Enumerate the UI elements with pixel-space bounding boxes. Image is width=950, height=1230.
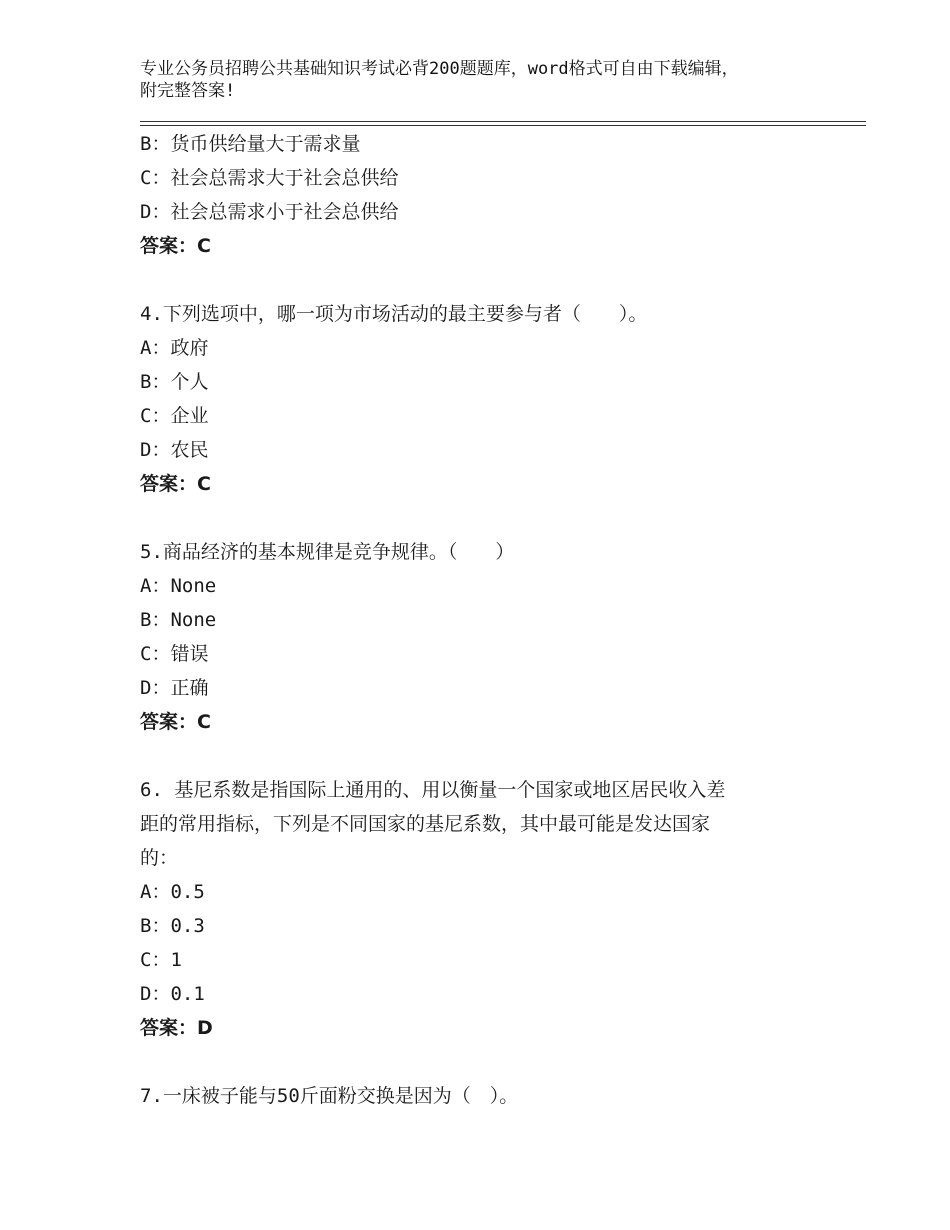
- option-c: C：社会总需求大于社会总供给: [140, 167, 399, 189]
- option-c: C：1: [140, 949, 182, 971]
- question-block-4: [140, 297, 820, 501]
- spacer: [140, 501, 820, 535]
- question-content: [140, 127, 820, 1113]
- spacer: [140, 1045, 820, 1079]
- spacer: [140, 263, 820, 297]
- option-d: D：正确: [140, 677, 209, 699]
- answer: 答案：D: [140, 1017, 213, 1039]
- question-block-7: [140, 1079, 820, 1113]
- option-a: A：None: [140, 575, 217, 597]
- option-a: A：0.5: [140, 881, 205, 903]
- question-text-line-2: 距的常用指标，下列是不同国家的基尼系数，其中最可能是发达国家: [140, 813, 711, 835]
- question-text-line-3: 的：: [140, 847, 179, 869]
- option-b: B：货币供给量大于需求量: [140, 133, 361, 155]
- question-block-5: [140, 535, 820, 739]
- header-double-rule: [140, 121, 866, 126]
- answer: 答案：C: [140, 711, 211, 733]
- question-block-6: [140, 773, 820, 1045]
- question-text: 4.下列选项中，哪一项为市场活动的最主要参与者（ ）。: [140, 303, 648, 325]
- spacer: [140, 739, 820, 773]
- option-b: B：0.3: [140, 915, 205, 937]
- answer: 答案：C: [140, 235, 211, 257]
- option-c: C：错误: [140, 643, 209, 665]
- option-a: A：政府: [140, 337, 209, 359]
- question-text: 5.商品经济的基本规律是竞争规律。（ ）: [140, 541, 515, 563]
- option-d: D：农民: [140, 439, 209, 461]
- option-d: D：社会总需求小于社会总供给: [140, 201, 399, 223]
- answer: 答案：C: [140, 473, 211, 495]
- option-d: D：0.1: [140, 983, 205, 1005]
- option-b: B：个人: [140, 371, 209, 393]
- question-text-line-1: 6. 基尼系数是指国际上通用的、用以衡量一个国家或地区居民收入差: [140, 779, 726, 801]
- option-c: C：企业: [140, 405, 209, 427]
- document-header: [140, 58, 840, 102]
- option-b: B：None: [140, 609, 217, 631]
- question-block-3: [140, 127, 820, 263]
- header-line-2: 附完整答案!: [140, 81, 236, 101]
- question-text: 7.一床被子能与50斤面粉交换是因为（ ）。: [140, 1085, 519, 1107]
- header-line-1: 专业公务员招聘公共基础知识考试必背200题题库，word格式可自由下载编辑，: [140, 59, 739, 79]
